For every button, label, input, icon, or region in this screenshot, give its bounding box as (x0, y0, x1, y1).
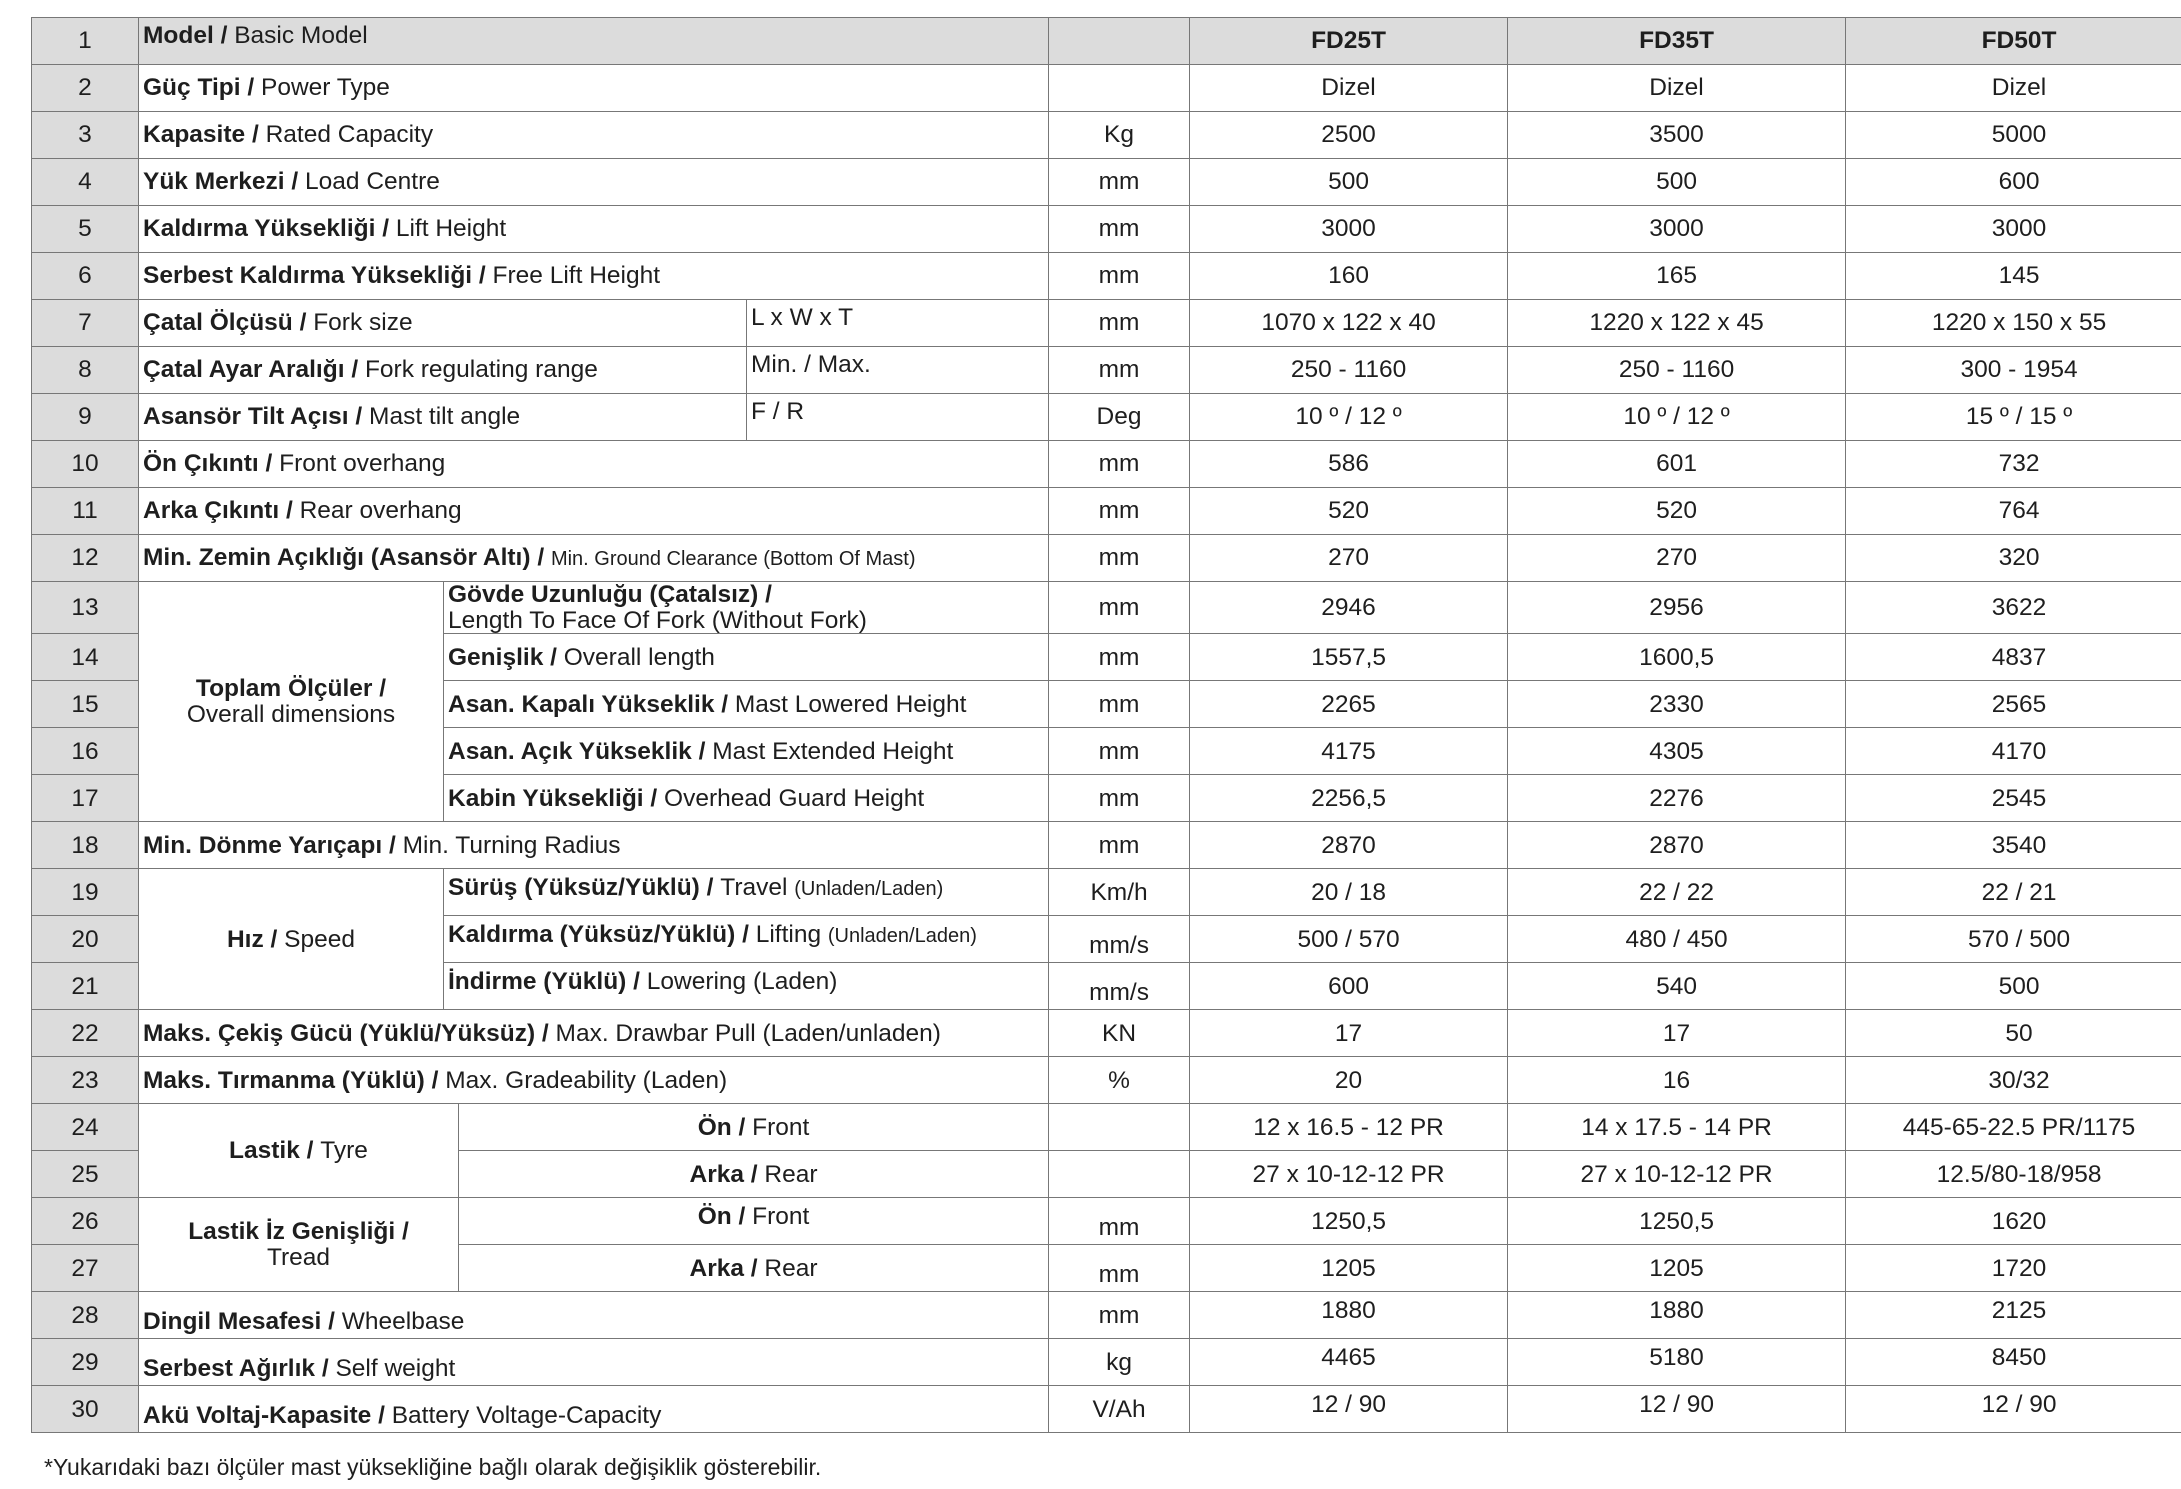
unit-cell: mm (1049, 253, 1190, 300)
group-label-tyre: Lastik / Tyre (139, 1104, 459, 1198)
unit-cell: mm (1049, 681, 1190, 728)
value-cell: 14 x 17.5 - 14 PR (1508, 1104, 1846, 1151)
row-number: 21 (32, 963, 139, 1010)
table-row (32, 1386, 2181, 1433)
value-cell: 250 - 1160 (1508, 347, 1846, 394)
table-row (32, 1104, 2181, 1151)
spec-table (31, 17, 2181, 1433)
unit-cell: V/Ah (1049, 1386, 1190, 1433)
unit-cell: mm (1049, 1292, 1190, 1339)
row-number: 4 (32, 159, 139, 206)
value-cell: 600 (1190, 963, 1508, 1010)
table-row (32, 441, 2181, 488)
unit-cell: mm (1049, 634, 1190, 681)
table-row (32, 488, 2181, 535)
value-cell: 2946 (1190, 582, 1508, 634)
value-cell: 1250,5 (1508, 1198, 1846, 1245)
row-number: 26 (32, 1198, 139, 1245)
value-cell: 8450 (1846, 1339, 2181, 1386)
unit-cell: mm (1049, 347, 1190, 394)
param-label: Akü Voltaj-Kapasite / Battery Voltage-Capacity (139, 1386, 1049, 1433)
row-number: 15 (32, 681, 139, 728)
param-label: Genişlik / Overall length (444, 634, 1049, 681)
value-cell: 732 (1846, 441, 2181, 488)
row-number: 9 (32, 394, 139, 441)
value-cell: 500 (1508, 159, 1846, 206)
value-cell: 520 (1190, 488, 1508, 535)
value-cell: 16 (1508, 1057, 1846, 1104)
row-number: 11 (32, 488, 139, 535)
row-number: 30 (32, 1386, 139, 1433)
param-label: Ön / Front (459, 1198, 1049, 1245)
param-note: L x W x T (747, 300, 1049, 347)
group-label-tread: Lastik İz Genişliği / Tread (139, 1198, 459, 1292)
value-cell: 250 - 1160 (1190, 347, 1508, 394)
value-cell: 570 / 500 (1846, 916, 2181, 963)
unit-cell: mm (1049, 728, 1190, 775)
value-cell: 20 / 18 (1190, 869, 1508, 916)
value-cell: 540 (1508, 963, 1846, 1010)
value-cell: 500 / 570 (1190, 916, 1508, 963)
row-number: 10 (32, 441, 139, 488)
unit-cell: Deg (1049, 394, 1190, 441)
unit-cell: mm (1049, 441, 1190, 488)
unit-cell: mm (1049, 535, 1190, 582)
value-cell: 586 (1190, 441, 1508, 488)
value-cell: 3000 (1190, 206, 1508, 253)
value-cell: 22 / 22 (1508, 869, 1846, 916)
table-row (32, 869, 2181, 916)
value-cell: 10 º / 12 º (1508, 394, 1846, 441)
row-number: 28 (32, 1292, 139, 1339)
table-row (32, 822, 2181, 869)
value-cell: Dizel (1846, 65, 2181, 112)
param-label: Yük Merkezi / Load Centre (139, 159, 1049, 206)
param-label: Asansör Tilt Açısı / Mast tilt angle (139, 394, 747, 441)
value-cell: 5000 (1846, 112, 2181, 159)
unit-cell: mm/s (1049, 916, 1190, 963)
value-cell: 500 (1190, 159, 1508, 206)
param-label: Kaldırma Yüksekliği / Lift Height (139, 206, 1049, 253)
value-cell: 500 (1846, 963, 2181, 1010)
unit-cell (1049, 65, 1190, 112)
table-row (32, 535, 2181, 582)
param-label: Ön Çıkıntı / Front overhang (139, 441, 1049, 488)
value-cell: 4837 (1846, 634, 2181, 681)
value-cell: 1620 (1846, 1198, 2181, 1245)
value-cell: 4465 (1190, 1339, 1508, 1386)
value-cell: 30/32 (1846, 1057, 2181, 1104)
row-number: 22 (32, 1010, 139, 1057)
param-label: Arka / Rear (459, 1245, 1049, 1292)
row-number: 20 (32, 916, 139, 963)
param-label: Kapasite / Rated Capacity (139, 112, 1049, 159)
table-row (32, 1292, 2181, 1339)
param-note: Min. / Max. (747, 347, 1049, 394)
table-row (32, 112, 2181, 159)
table-row (32, 159, 2181, 206)
param-note: F / R (747, 394, 1049, 441)
value-cell: 520 (1508, 488, 1846, 535)
value-cell: 4175 (1190, 728, 1508, 775)
param-label: Min. Zemin Açıklığı (Asansör Altı) / Min. Ground Clearance (Bottom Of Mast) (139, 535, 1049, 582)
value-cell: Dizel (1190, 65, 1508, 112)
row-number: 24 (32, 1104, 139, 1151)
value-cell: 1720 (1846, 1245, 2181, 1292)
header-unit (1049, 18, 1190, 65)
param-label: Serbest Ağırlık / Self weight (139, 1339, 1049, 1386)
unit-cell: mm (1049, 300, 1190, 347)
value-cell: 3000 (1508, 206, 1846, 253)
value-cell: 1250,5 (1190, 1198, 1508, 1245)
value-cell: 1880 (1508, 1292, 1846, 1339)
row-number: 18 (32, 822, 139, 869)
row-number: 2 (32, 65, 139, 112)
value-cell: 2870 (1508, 822, 1846, 869)
unit-cell (1049, 1151, 1190, 1198)
unit-cell: mm (1049, 1198, 1190, 1245)
value-cell: 320 (1846, 535, 2181, 582)
row-number: 23 (32, 1057, 139, 1104)
value-cell: 445-65-22.5 PR/1175 (1846, 1104, 2181, 1151)
unit-cell: kg (1049, 1339, 1190, 1386)
value-cell: 2256,5 (1190, 775, 1508, 822)
unit-cell: Kg (1049, 112, 1190, 159)
footnote: *Yukarıdaki bazı ölçüler mast yüksekliğine bağlı olarak değişiklik gösterebilir. (44, 1454, 822, 1480)
value-cell: 50 (1846, 1010, 2181, 1057)
value-cell: 4305 (1508, 728, 1846, 775)
value-cell: 165 (1508, 253, 1846, 300)
value-cell: 12 / 90 (1508, 1386, 1846, 1433)
value-cell: 5180 (1508, 1339, 1846, 1386)
param-label: Çatal Ayar Aralığı / Fork regulating range (139, 347, 747, 394)
row-number: 17 (32, 775, 139, 822)
model-header: FD25T (1190, 18, 1508, 65)
row-number: 13 (32, 582, 139, 634)
value-cell: 270 (1190, 535, 1508, 582)
unit-cell: mm (1049, 206, 1190, 253)
header-row (32, 18, 2181, 65)
unit-cell: mm/s (1049, 963, 1190, 1010)
value-cell: 1220 x 150 x 55 (1846, 300, 2181, 347)
value-cell: 3500 (1508, 112, 1846, 159)
param-label: Maks. Çekiş Gücü (Yüklü/Yüksüz) / Max. Drawbar Pull (Laden/unladen) (139, 1010, 1049, 1057)
row-number: 14 (32, 634, 139, 681)
row-number: 29 (32, 1339, 139, 1386)
value-cell: 2276 (1508, 775, 1846, 822)
value-cell: 300 - 1954 (1846, 347, 2181, 394)
value-cell: 2956 (1508, 582, 1846, 634)
value-cell: 17 (1508, 1010, 1846, 1057)
unit-cell: KN (1049, 1010, 1190, 1057)
group-label-speed: Hız / Speed (139, 869, 444, 1010)
value-cell: 12.5/80-18/958 (1846, 1151, 2181, 1198)
value-cell: 2265 (1190, 681, 1508, 728)
param-label: Çatal Ölçüsü / Fork size (139, 300, 747, 347)
value-cell: 12 / 90 (1846, 1386, 2181, 1433)
value-cell: 12 / 90 (1190, 1386, 1508, 1433)
param-label: İndirme (Yüklü) / Lowering (Laden) (444, 963, 1049, 1010)
header-param: Model / Basic Model (139, 18, 1049, 65)
param-label: Sürüş (Yüksüz/Yüklü) / Travel (Unladen/Laden) (444, 869, 1049, 916)
value-cell: 20 (1190, 1057, 1508, 1104)
table-row (32, 1057, 2181, 1104)
unit-cell (1049, 1104, 1190, 1151)
model-header: FD50T (1846, 18, 2181, 65)
value-cell: Dizel (1508, 65, 1846, 112)
value-cell: 27 x 10-12-12 PR (1190, 1151, 1508, 1198)
param-label: Dingil Mesafesi / Wheelbase (139, 1292, 1049, 1339)
param-label: Kaldırma (Yüksüz/Yüklü) / Lifting (Unladen/Laden) (444, 916, 1049, 963)
table-row (32, 1339, 2181, 1386)
unit-cell: mm (1049, 159, 1190, 206)
row-number: 12 (32, 535, 139, 582)
value-cell: 12 x 16.5 - 12 PR (1190, 1104, 1508, 1151)
row-number: 6 (32, 253, 139, 300)
value-cell: 22 / 21 (1846, 869, 2181, 916)
param-label: Maks. Tırmanma (Yüklü) / Max. Gradeability (Laden) (139, 1057, 1049, 1104)
value-cell: 1070 x 122 x 40 (1190, 300, 1508, 347)
value-cell: 764 (1846, 488, 2181, 535)
value-cell: 2330 (1508, 681, 1846, 728)
param-label: Gövde Uzunluğu (Çatalsız) / Length To Face Of Fork (Without Fork) (444, 582, 1049, 634)
value-cell: 2125 (1846, 1292, 2181, 1339)
param-label: Asan. Açık Yükseklik / Mast Extended Height (444, 728, 1049, 775)
param-label: Ön / Front (459, 1104, 1049, 1151)
row-number: 16 (32, 728, 139, 775)
value-cell: 3540 (1846, 822, 2181, 869)
row-number: 7 (32, 300, 139, 347)
value-cell: 10 º / 12 º (1190, 394, 1508, 441)
unit-cell: mm (1049, 1245, 1190, 1292)
param-label: Serbest Kaldırma Yüksekliği / Free Lift Height (139, 253, 1049, 300)
value-cell: 2565 (1846, 681, 2181, 728)
value-cell: 2500 (1190, 112, 1508, 159)
row-number: 5 (32, 206, 139, 253)
value-cell: 1220 x 122 x 45 (1508, 300, 1846, 347)
param-label: Asan. Kapalı Yükseklik / Mast Lowered Height (444, 681, 1049, 728)
unit-cell: mm (1049, 582, 1190, 634)
value-cell: 1205 (1508, 1245, 1846, 1292)
group-label-dimensions: Toplam Ölçüler / Overall dimensions (139, 582, 444, 822)
value-cell: 3000 (1846, 206, 2181, 253)
table-row (32, 65, 2181, 112)
table-row (32, 1010, 2181, 1057)
value-cell: 1600,5 (1508, 634, 1846, 681)
table-row (32, 253, 2181, 300)
unit-cell: Km/h (1049, 869, 1190, 916)
param-label: Arka Çıkıntı / Rear overhang (139, 488, 1049, 535)
value-cell: 2870 (1190, 822, 1508, 869)
row-number: 27 (32, 1245, 139, 1292)
row-number: 25 (32, 1151, 139, 1198)
value-cell: 17 (1190, 1010, 1508, 1057)
value-cell: 27 x 10-12-12 PR (1508, 1151, 1846, 1198)
row-number: 3 (32, 112, 139, 159)
value-cell: 480 / 450 (1508, 916, 1846, 963)
value-cell: 1557,5 (1190, 634, 1508, 681)
table-row (32, 1198, 2181, 1245)
row-number: 1 (32, 18, 139, 65)
unit-cell: mm (1049, 822, 1190, 869)
value-cell: 600 (1846, 159, 2181, 206)
unit-cell: % (1049, 1057, 1190, 1104)
value-cell: 4170 (1846, 728, 2181, 775)
unit-cell: mm (1049, 488, 1190, 535)
value-cell: 15 º / 15 º (1846, 394, 2181, 441)
value-cell: 601 (1508, 441, 1846, 488)
param-label: Min. Dönme Yarıçapı / Min. Turning Radius (139, 822, 1049, 869)
value-cell: 145 (1846, 253, 2181, 300)
table-row (32, 582, 2181, 634)
table-row (32, 347, 2181, 394)
table-row (32, 300, 2181, 347)
param-label: Kabin Yüksekliği / Overhead Guard Height (444, 775, 1049, 822)
value-cell: 160 (1190, 253, 1508, 300)
value-cell: 1880 (1190, 1292, 1508, 1339)
value-cell: 3622 (1846, 582, 2181, 634)
row-number: 8 (32, 347, 139, 394)
row-number: 19 (32, 869, 139, 916)
value-cell: 1205 (1190, 1245, 1508, 1292)
table-row (32, 206, 2181, 253)
value-cell: 270 (1508, 535, 1846, 582)
table-row (32, 394, 2181, 441)
value-cell: 2545 (1846, 775, 2181, 822)
param-label: Güç Tipi / Power Type (139, 65, 1049, 112)
param-label: Arka / Rear (459, 1151, 1049, 1198)
unit-cell: mm (1049, 775, 1190, 822)
model-header: FD35T (1508, 18, 1846, 65)
